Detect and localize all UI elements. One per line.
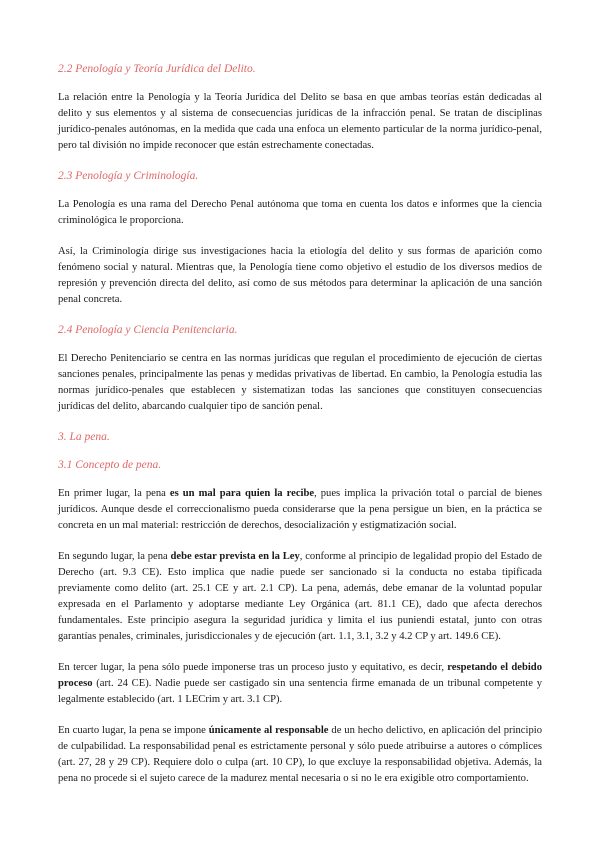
paragraph-3-1-second — [58, 549, 542, 645]
heading-3-1: 3.1 Concepto de pena. — [58, 459, 162, 471]
bold-phrase: es un mal para quien la recibe — [169, 488, 315, 499]
paragraph-2-2: La relación entre la Penología y la Teoría Jurídica del Delito se basa en que ambas teorías están dedicadas al delito y sus elementos y al sistema de consecuencias jurídicas de la infracción penal. Se tratan de disciplinas jurídico-penales autónomas, en la medida que cada una enfoca un elemento particular de la norma jurídico-penal, pero tal división no impide reconocer que están estrechamente conectadas. — [58, 92, 542, 151]
heading-2-2: 2.2 Penología y Teoría Jurídica del Delito. — [58, 63, 256, 75]
paragraph-3-1-third — [58, 660, 542, 708]
text-run: En tercer lugar, la pena sólo puede imponerse tras un proceso justo y equitativo, es decir, — [58, 662, 448, 673]
text-run: de un hecho delictivo, en aplicación del principio de culpabilidad. La responsabilidad penal es estrictamente personal y sólo puede atribuirse a autores o cómplices (art. 27, 28 y 29 CP). Requiere dolo o culpa (art. 10 CP), lo que excluye la responsabilidad objetiva. Además, la pena no procede si el sujeto carece de la madurez mental necesaria o si no le era exigible otro comportamiento. — [58, 725, 542, 784]
paragraph-3-1-fourth — [58, 723, 542, 787]
text-run: En segundo lugar, la pena — [58, 551, 171, 562]
paragraph-2-4: El Derecho Penitenciario se centra en las normas jurídicas que regulan el procedimiento de ejecución de ciertas sanciones penales, principalmente las penas y medidas privativas de libertad. En cambio, la Penología estudia las normas jurídico-penales que establecen y sistematizan todas las sanciones que constituyen consecuencias jurídicas del delito, abarcando cualquier tipo de sanción penal. — [58, 353, 542, 412]
paragraph-2-3-a: La Penología es una rama del Derecho Penal autónoma que toma en cuenta los datos e informes que la ciencia criminológica le proporciona. — [58, 199, 542, 226]
paragraph-3-1-first — [58, 486, 542, 534]
text-run: , pues implica la privación total o parcial de bienes jurídicos. Aunque desde el correccionalismo pueda considerarse que la pena persigue un bien, en la práctica se concreta en un mal material: restricción de derechos, desocialización y estigmatización social. — [58, 488, 542, 531]
heading-2-3: 2.3 Penología y Criminología. — [58, 170, 199, 182]
text-run: (art. 24 CE). Nadie puede ser castigado sin una sentencia firme emanada de un tribunal competente y legalmente establecido (art. 1 LECrim y art. 3.1 CP). — [58, 678, 542, 705]
bold-phrase: únicamente al responsable — [208, 725, 329, 736]
text-run: En cuarto lugar, la pena se impone — [58, 725, 209, 736]
heading-3: 3. La pena. — [58, 431, 110, 443]
document-page — [58, 62, 542, 802]
text-run: En primer lugar, la pena — [58, 488, 170, 499]
heading-2-4: 2.4 Penología y Ciencia Penitenciaria. — [58, 324, 238, 336]
bold-phrase: debe estar prevista en la Ley — [170, 551, 300, 562]
bold-phrase: respetando el debido proceso — [58, 662, 542, 689]
paragraph-2-3-b: Así, la Criminología dirige sus investigaciones hacia la etiología del delito y sus formas de aparición como fenómeno social y natural. Mientras que, la Penología tiene como objetivo el estudio de los diversos medios de represión y prevención directa del delito, así como de sus métodos para determinar la aplicación de una sanción penal concreta. — [58, 246, 542, 305]
text-run: , conforme al principio de legalidad propio del Estado de Derecho (art. 9.3 CE). Esto implica que nadie puede ser sancionado si la conducta no estaba tipificada previamente como delito (art. 25.1 CE y art. 2.1 CP). La pena, además, debe emanar de la voluntad popular expresada en el Parlamento y adoptarse mediante Ley Orgánica (art. 81.1 CE), dado que afecta derechos fundamentales. Este principio asegura la seguridad jurídica y limita el ius puniendi estatal, junto con otras garantías penales, criminales, jurisdiccionales y de ejecución (art. 1.1, 3.1, 3.2 y 4.2 CP y art. 149.6 CE). — [58, 551, 542, 642]
